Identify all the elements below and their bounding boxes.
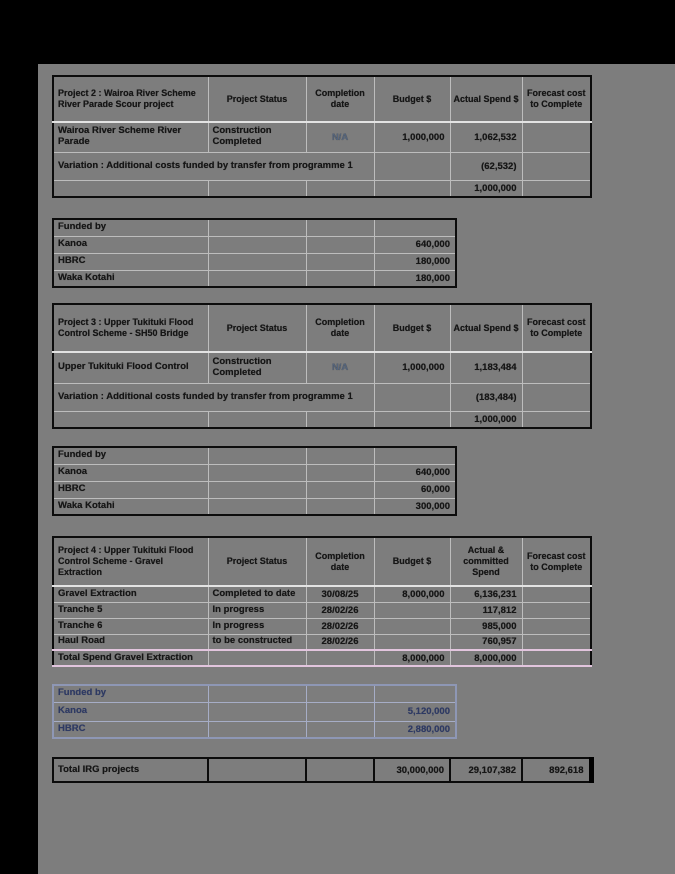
status-cell: to be constructed bbox=[208, 634, 306, 650]
total-budget-cell: 8,000,000 bbox=[374, 650, 450, 666]
empty-cell bbox=[208, 481, 306, 498]
variation-amount-cell: (183,484) bbox=[450, 383, 522, 411]
funded-by-label: Funded by bbox=[53, 219, 208, 236]
col-actual-header: Actual Spend $ bbox=[450, 76, 522, 122]
project-name-cell: Gravel Extraction bbox=[53, 586, 208, 602]
empty-cell bbox=[374, 411, 450, 428]
funder-name-cell: Kanoa bbox=[53, 464, 208, 481]
project4-funded-by-table bbox=[52, 684, 457, 739]
grand-total-table bbox=[52, 757, 594, 783]
empty-cell bbox=[374, 383, 450, 411]
forecast-cell bbox=[522, 122, 591, 152]
project4-title: Project 4 : Upper Tukituki Flood Control Scheme - Gravel Extraction bbox=[53, 537, 208, 586]
empty-cell bbox=[208, 464, 306, 481]
project3-row bbox=[53, 352, 591, 383]
empty-cell bbox=[374, 180, 450, 197]
empty-cell bbox=[522, 152, 591, 180]
empty-cell bbox=[306, 721, 374, 738]
funder-name-cell: HBRC bbox=[53, 253, 208, 270]
empty-cell bbox=[306, 253, 374, 270]
empty-cell bbox=[522, 180, 591, 197]
funder-amount-cell: 180,000 bbox=[374, 270, 456, 287]
empty-cell bbox=[374, 447, 456, 464]
empty-cell bbox=[53, 411, 208, 428]
funder-name-cell: Kanoa bbox=[53, 236, 208, 253]
empty-cell bbox=[306, 464, 374, 481]
grand-total-label: Total IRG projects bbox=[53, 758, 208, 782]
funder-row bbox=[53, 236, 456, 253]
project4-row bbox=[53, 602, 591, 618]
funder-row bbox=[53, 702, 456, 721]
empty-cell bbox=[306, 758, 374, 782]
project2-header-row bbox=[53, 76, 591, 122]
empty-cell bbox=[374, 219, 456, 236]
funder-amount-cell: 2,880,000 bbox=[374, 721, 456, 738]
empty-cell bbox=[208, 236, 306, 253]
col-completion-header: Completion date bbox=[306, 537, 374, 586]
empty-cell bbox=[208, 685, 306, 702]
forecast-cell bbox=[522, 586, 591, 602]
grand-total-budget: 30,000,000 bbox=[374, 758, 450, 782]
funder-name-cell: HBRC bbox=[53, 481, 208, 498]
funder-name-cell: Waka Kotahi bbox=[53, 498, 208, 515]
col-forecast-header: Forecast cost to Complete bbox=[522, 537, 591, 586]
col-actual-header: Actual Spend $ bbox=[450, 304, 522, 352]
actual-spend-cell: 1,062,532 bbox=[450, 122, 522, 152]
col-budget-header: Budget $ bbox=[374, 304, 450, 352]
funder-amount-cell: 60,000 bbox=[374, 481, 456, 498]
funded-by-header-row bbox=[53, 685, 456, 702]
project3-total-row bbox=[53, 411, 591, 428]
project-name-cell: Tranche 6 bbox=[53, 618, 208, 634]
forecast-cell bbox=[522, 634, 591, 650]
project-name-cell: Haul Road bbox=[53, 634, 208, 650]
project-name-cell: Wairoa River Scheme River Parade bbox=[53, 122, 208, 152]
empty-cell bbox=[306, 650, 374, 666]
funder-name-cell: HBRC bbox=[53, 721, 208, 738]
forecast-cell bbox=[522, 352, 591, 383]
empty-cell bbox=[53, 180, 208, 197]
funder-amount-cell: 640,000 bbox=[374, 236, 456, 253]
empty-cell bbox=[522, 650, 591, 666]
empty-cell bbox=[306, 498, 374, 515]
completion-cell: N/A bbox=[306, 352, 374, 383]
project4-row bbox=[53, 634, 591, 650]
project4-row bbox=[53, 586, 591, 602]
project2-table bbox=[52, 75, 592, 198]
funded-by-label: Funded by bbox=[53, 447, 208, 464]
project3-title: Project 3 : Upper Tukituki Flood Control Scheme - SH50 Bridge bbox=[53, 304, 208, 352]
empty-cell bbox=[306, 411, 374, 428]
status-cell: Construction Completed bbox=[208, 122, 306, 152]
project2-row bbox=[53, 122, 591, 152]
actual-spend-cell: 6,136,231 bbox=[450, 586, 522, 602]
empty-cell bbox=[306, 219, 374, 236]
col-budget-header: Budget $ bbox=[374, 537, 450, 586]
empty-cell bbox=[208, 253, 306, 270]
empty-cell bbox=[208, 721, 306, 738]
variation-label-cell: Variation : Additional costs funded by transfer from programme 1 bbox=[53, 383, 374, 411]
col-forecast-header: Forecast cost to Complete bbox=[522, 76, 591, 122]
col-completion-header: Completion date bbox=[306, 76, 374, 122]
empty-cell bbox=[208, 447, 306, 464]
empty-cell bbox=[306, 685, 374, 702]
empty-cell bbox=[208, 270, 306, 287]
grand-total-forecast: 892,618 bbox=[522, 758, 591, 782]
col-status-header: Project Status bbox=[208, 304, 306, 352]
funder-row bbox=[53, 481, 456, 498]
funded-by-header-row bbox=[53, 219, 456, 236]
empty-cell bbox=[374, 152, 450, 180]
budget-cell bbox=[374, 618, 450, 634]
project-name-cell: Upper Tukituki Flood Control bbox=[53, 352, 208, 383]
budget-cell: 1,000,000 bbox=[374, 122, 450, 152]
empty-cell bbox=[306, 236, 374, 253]
project2-title: Project 2 : Wairoa River Scheme River Parade Scour project bbox=[53, 76, 208, 122]
budget-cell bbox=[374, 634, 450, 650]
funder-name-cell: Kanoa bbox=[53, 702, 208, 721]
completion-cell: N/A bbox=[306, 122, 374, 152]
empty-cell bbox=[208, 650, 306, 666]
project4-header-row bbox=[53, 537, 591, 586]
empty-cell bbox=[374, 685, 456, 702]
empty-cell bbox=[522, 411, 591, 428]
status-cell: Completed to date bbox=[208, 586, 306, 602]
empty-cell bbox=[522, 383, 591, 411]
project2-funded-by-table bbox=[52, 218, 457, 288]
empty-cell bbox=[306, 447, 374, 464]
project3-header-row bbox=[53, 304, 591, 352]
budget-cell: 8,000,000 bbox=[374, 586, 450, 602]
funder-row bbox=[53, 253, 456, 270]
project2-variation-row bbox=[53, 152, 591, 180]
variation-label-cell: Variation : Additional costs funded by transfer from programme 1 bbox=[53, 152, 374, 180]
funder-row bbox=[53, 270, 456, 287]
total-label-cell: Total Spend Gravel Extraction bbox=[53, 650, 208, 666]
status-cell: In progress bbox=[208, 618, 306, 634]
col-status-header: Project Status bbox=[208, 537, 306, 586]
project3-table bbox=[52, 303, 592, 429]
funded-by-header-row bbox=[53, 447, 456, 464]
variation-amount-cell: (62,532) bbox=[450, 152, 522, 180]
empty-cell bbox=[208, 498, 306, 515]
empty-cell bbox=[208, 219, 306, 236]
empty-cell bbox=[306, 481, 374, 498]
forecast-cell bbox=[522, 602, 591, 618]
completion-cell: 28/02/26 bbox=[306, 634, 374, 650]
empty-cell bbox=[208, 758, 306, 782]
empty-cell bbox=[208, 180, 306, 197]
total-actual-cell: 8,000,000 bbox=[450, 650, 522, 666]
budget-cell: 1,000,000 bbox=[374, 352, 450, 383]
project-name-cell: Tranche 5 bbox=[53, 602, 208, 618]
completion-cell: 30/08/25 bbox=[306, 586, 374, 602]
funder-amount-cell: 300,000 bbox=[374, 498, 456, 515]
project2-total-row bbox=[53, 180, 591, 197]
grand-total-actual: 29,107,382 bbox=[450, 758, 522, 782]
actual-spend-cell: 760,957 bbox=[450, 634, 522, 650]
project4-total-row bbox=[53, 650, 591, 666]
funder-amount-cell: 640,000 bbox=[374, 464, 456, 481]
completion-cell: 28/02/26 bbox=[306, 618, 374, 634]
empty-cell bbox=[208, 411, 306, 428]
funder-amount-cell: 180,000 bbox=[374, 253, 456, 270]
funder-row bbox=[53, 498, 456, 515]
actual-spend-cell: 1,183,484 bbox=[450, 352, 522, 383]
forecast-cell bbox=[522, 618, 591, 634]
empty-cell bbox=[306, 180, 374, 197]
budget-cell bbox=[374, 602, 450, 618]
col-completion-header: Completion date bbox=[306, 304, 374, 352]
empty-cell bbox=[208, 702, 306, 721]
col-status-header: Project Status bbox=[208, 76, 306, 122]
project3-variation-row bbox=[53, 383, 591, 411]
col-forecast-header: Forecast cost to Complete bbox=[522, 304, 591, 352]
grand-total-row bbox=[53, 758, 591, 782]
actual-spend-cell: 117,812 bbox=[450, 602, 522, 618]
completion-cell: 28/02/26 bbox=[306, 602, 374, 618]
project4-row bbox=[53, 618, 591, 634]
funder-name-cell: Waka Kotahi bbox=[53, 270, 208, 287]
col-actual-header: Actual & committed Spend bbox=[450, 537, 522, 586]
empty-cell bbox=[306, 702, 374, 721]
funder-row bbox=[53, 721, 456, 738]
actual-spend-cell: 985,000 bbox=[450, 618, 522, 634]
funder-amount-cell: 5,120,000 bbox=[374, 702, 456, 721]
project3-funded-by-table bbox=[52, 446, 457, 516]
status-cell: Construction Completed bbox=[208, 352, 306, 383]
funder-row bbox=[53, 464, 456, 481]
status-cell: In progress bbox=[208, 602, 306, 618]
project4-table bbox=[52, 536, 592, 667]
total-actual-cell: 1,000,000 bbox=[450, 180, 522, 197]
funded-by-label: Funded by bbox=[53, 685, 208, 702]
col-budget-header: Budget $ bbox=[374, 76, 450, 122]
total-actual-cell: 1,000,000 bbox=[450, 411, 522, 428]
empty-cell bbox=[306, 270, 374, 287]
